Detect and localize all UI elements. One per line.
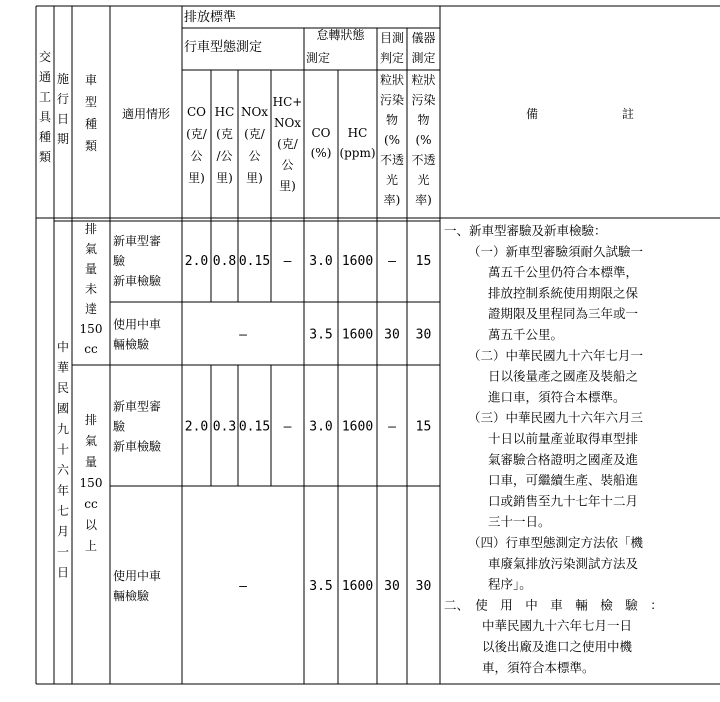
vehicle-type-heading: 種 <box>84 117 98 131</box>
idle-co-value: 3.5 <box>309 327 333 343</box>
particulate-visual-heading: 不透 <box>379 153 405 167</box>
applicable-case-value: 新車型審 <box>113 399 162 414</box>
vehicle-type-value: 量 <box>84 262 98 276</box>
driving-cycle-test-heading: 行車型態測定 <box>184 40 263 55</box>
vehicle-type-value: 以 <box>84 518 98 532</box>
hc-column-heading: /公 <box>216 149 233 163</box>
hc-value: 0.3 <box>212 419 237 435</box>
particulate-visual-heading: (% <box>383 133 401 147</box>
hc-value: 0.8 <box>212 254 237 269</box>
effective-date-value: 華 <box>56 360 70 375</box>
particulate-instrument-heading: 物 <box>417 113 430 127</box>
driving-cycle-merged-value: — <box>239 327 247 343</box>
nox-column-heading: 里) <box>246 171 263 185</box>
idle-co-column-heading: (%) <box>310 146 332 160</box>
instrument-test-value: 30 <box>415 579 432 594</box>
driving-cycle-merged-value: — <box>239 579 247 594</box>
applicable-case-value: 新車檢驗 <box>113 439 162 454</box>
remark-line: 以後出廠及進口之使用中機 <box>482 639 633 654</box>
vehicle-type-value: 150 <box>79 476 103 490</box>
remark-line: （二）中華民國九十六年七月一 <box>468 347 644 363</box>
particulate-instrument-heading: 率) <box>415 193 432 207</box>
idle-hc-value: 1600 <box>341 579 374 594</box>
idle-test-heading: 怠轉狀態 <box>316 28 365 42</box>
co-column-heading: 里) <box>188 171 205 185</box>
instrument-test-heading: 測定 <box>411 51 436 65</box>
vehicle-type-value: 排 <box>84 413 98 427</box>
idle-hc-value: 1600 <box>341 419 374 435</box>
remark-line: 進口車，須符合本標準。 <box>488 389 626 405</box>
particulate-instrument-heading: 光 <box>417 173 430 187</box>
nox-value: 0.15 <box>238 419 271 435</box>
effective-date-value: 六 <box>56 463 70 477</box>
particulate-visual-heading: 粒狀 <box>379 73 405 87</box>
vehicle-type-value: 未 <box>84 282 98 296</box>
instrument-test-value: 30 <box>415 327 432 343</box>
effective-date-value: 一 <box>56 545 70 559</box>
idle-hc-value: 1600 <box>341 327 374 343</box>
hc-nox-column-heading: 公 <box>281 158 294 172</box>
effective-date-heading: 期 <box>56 132 70 146</box>
hc-column-heading: 里) <box>216 171 233 185</box>
applicable-case-value: 使用中車 <box>113 317 162 332</box>
particulate-visual-heading: 光 <box>385 173 399 187</box>
remark-line: 程序」。 <box>488 576 532 592</box>
hc-nox-column-heading: HC+ <box>272 95 303 109</box>
nox-column-heading: (克/ <box>244 127 265 141</box>
remark-line: （一）新車型審驗須耐久試驗一 <box>468 243 644 259</box>
particulate-instrument-heading: 污染 <box>411 93 436 107</box>
remark-line: （四）行車型態測定方法依「機 <box>468 535 644 550</box>
visual-judgement-heading: 目測 <box>379 31 405 45</box>
vehicle-category-heading: 種 <box>38 130 52 144</box>
applicable-case-value: 輛檢驗 <box>113 589 150 603</box>
hc-nox-column-heading: NOx <box>273 116 302 130</box>
vehicle-type-value: 排 <box>84 222 98 236</box>
idle-co-value: 3.0 <box>309 419 333 435</box>
remark-line: 中華民國九十六年七月一日 <box>482 618 633 634</box>
effective-date-heading: 行 <box>56 92 70 106</box>
vehicle-type-value: 150 <box>79 322 103 336</box>
effective-date-heading: 日 <box>56 112 70 126</box>
vehicle-type-value: 達 <box>84 302 98 316</box>
remark-line: 日以後量產之國產及裝船之 <box>488 368 639 384</box>
remark-line: 口或銷售至九十七年十二月 <box>488 493 639 509</box>
particulate-visual-heading: 污染 <box>379 93 405 107</box>
applicable-case-value: 新車檢驗 <box>113 274 162 288</box>
effective-date-value: 民 <box>56 381 70 395</box>
instrument-test-value: 15 <box>415 419 432 435</box>
vehicle-type-value: 氣 <box>84 242 98 256</box>
remark-line: 萬五千公里。 <box>488 327 564 342</box>
hc-nox-column-heading: (克/ <box>277 137 298 151</box>
particulate-instrument-heading: 粒狀 <box>411 73 436 87</box>
idle-hc-column-heading: HC <box>347 126 368 140</box>
idle-co-value: 3.5 <box>309 579 333 594</box>
co-value: 2.0 <box>184 254 209 269</box>
nox-column-heading: NOx <box>240 105 269 119</box>
vehicle-type-heading: 類 <box>84 139 98 153</box>
vehicle-category-heading: 通 <box>38 70 52 84</box>
co-value: 2.0 <box>184 419 209 435</box>
hc-column-heading: (克 <box>216 127 233 141</box>
visual-judgement-value: 30 <box>384 579 400 594</box>
applicable-case-value: 新車型審 <box>113 234 162 248</box>
remark-line: 排放控制系統使用期限之保 <box>488 285 639 301</box>
remark-line: 十日以前量產並取得車型排 <box>488 431 639 446</box>
vehicle-type-value: 上 <box>84 539 98 553</box>
vehicle-type-value: cc <box>84 497 98 511</box>
co-column-heading: 公 <box>190 149 203 163</box>
emission-standard-heading: 排放標準 <box>184 10 237 25</box>
remark-line: 萬五千公里仍符合本標準， <box>488 264 639 280</box>
vehicle-type-heading: 型 <box>84 95 98 109</box>
particulate-instrument-heading: 不透 <box>411 153 436 167</box>
vehicle-category-heading: 類 <box>38 150 52 164</box>
idle-test-heading-cont: 測定 <box>306 51 331 65</box>
nox-value: 0.15 <box>238 254 271 269</box>
visual-judgement-value: — <box>388 254 396 269</box>
idle-co-value: 3.0 <box>309 254 333 269</box>
remark-line: 證期限及里程同為三年或一 <box>488 306 639 322</box>
vehicle-category-heading: 工 <box>38 90 52 104</box>
vehicle-category-heading: 交 <box>38 50 52 64</box>
effective-date-value: 七 <box>56 504 70 518</box>
visual-judgement-value: — <box>388 419 396 435</box>
remark-line: 三十一日。 <box>488 514 551 530</box>
co-column-heading: (克/ <box>186 127 207 141</box>
particulate-visual-heading: 率) <box>383 193 401 207</box>
vehicle-category-heading: 具 <box>38 110 52 124</box>
remark-line: 口車，可繼續生產、裝船進 <box>488 472 639 488</box>
applicable-case-heading: 適用情形 <box>121 107 171 121</box>
instrument-test-heading: 儀器 <box>411 31 436 45</box>
applicable-case-value: 輛檢驗 <box>113 337 150 352</box>
vehicle-type-value: 氣 <box>84 434 98 448</box>
nox-column-heading: 公 <box>248 149 261 163</box>
hc-column-heading: HC <box>214 105 235 119</box>
vehicle-type-value: cc <box>84 342 98 356</box>
hc-nox-value: — <box>283 419 292 435</box>
hc-nox-value: — <box>283 254 292 269</box>
co-column-heading: CO <box>186 105 207 119</box>
table-cells <box>39 9 663 675</box>
visual-judgement-value: 30 <box>384 327 400 343</box>
particulate-visual-heading: 物 <box>385 113 399 127</box>
particulate-instrument-heading: (% <box>415 133 432 147</box>
remark-line: （三）中華民國九十六年六月三 <box>468 410 644 426</box>
instrument-test-value: 15 <box>415 254 432 269</box>
applicable-case-value: 使用中車 <box>113 569 162 583</box>
hc-nox-column-heading: 里) <box>279 179 296 193</box>
remark-line: 車，須符合本標準。 <box>482 659 595 675</box>
vehicle-type-heading: 車 <box>84 73 98 87</box>
effective-date-value: 九 <box>56 422 70 436</box>
idle-hc-column-heading: (ppm) <box>339 146 376 160</box>
effective-date-value: 日 <box>56 565 70 580</box>
remark-line: 二、 使 用 中 車 輛 檢 驗 ： <box>444 597 663 613</box>
effective-date-value: 月 <box>56 524 70 539</box>
remark-line: 車廢氣排放污染測試方法及 <box>488 555 639 571</box>
applicable-case-value: 驗 <box>113 254 126 268</box>
remarks-heading: 備 註 <box>525 107 635 121</box>
effective-date-value: 十 <box>56 442 70 457</box>
remark-line: 一、新車型審驗及新車檢驗： <box>444 223 607 238</box>
visual-judgement-heading: 判定 <box>379 51 405 65</box>
vehicle-type-value: 量 <box>84 455 98 469</box>
effective-date-value: 中 <box>56 340 70 354</box>
effective-date-heading: 施 <box>56 72 70 86</box>
effective-date-value: 國 <box>56 401 70 416</box>
applicable-case-value: 驗 <box>113 419 126 434</box>
idle-co-column-heading: CO <box>311 126 331 140</box>
effective-date-value: 年 <box>56 483 70 498</box>
idle-hc-value: 1600 <box>341 254 374 269</box>
remark-line: 氣審驗合格證明之國產及進 <box>488 451 639 467</box>
